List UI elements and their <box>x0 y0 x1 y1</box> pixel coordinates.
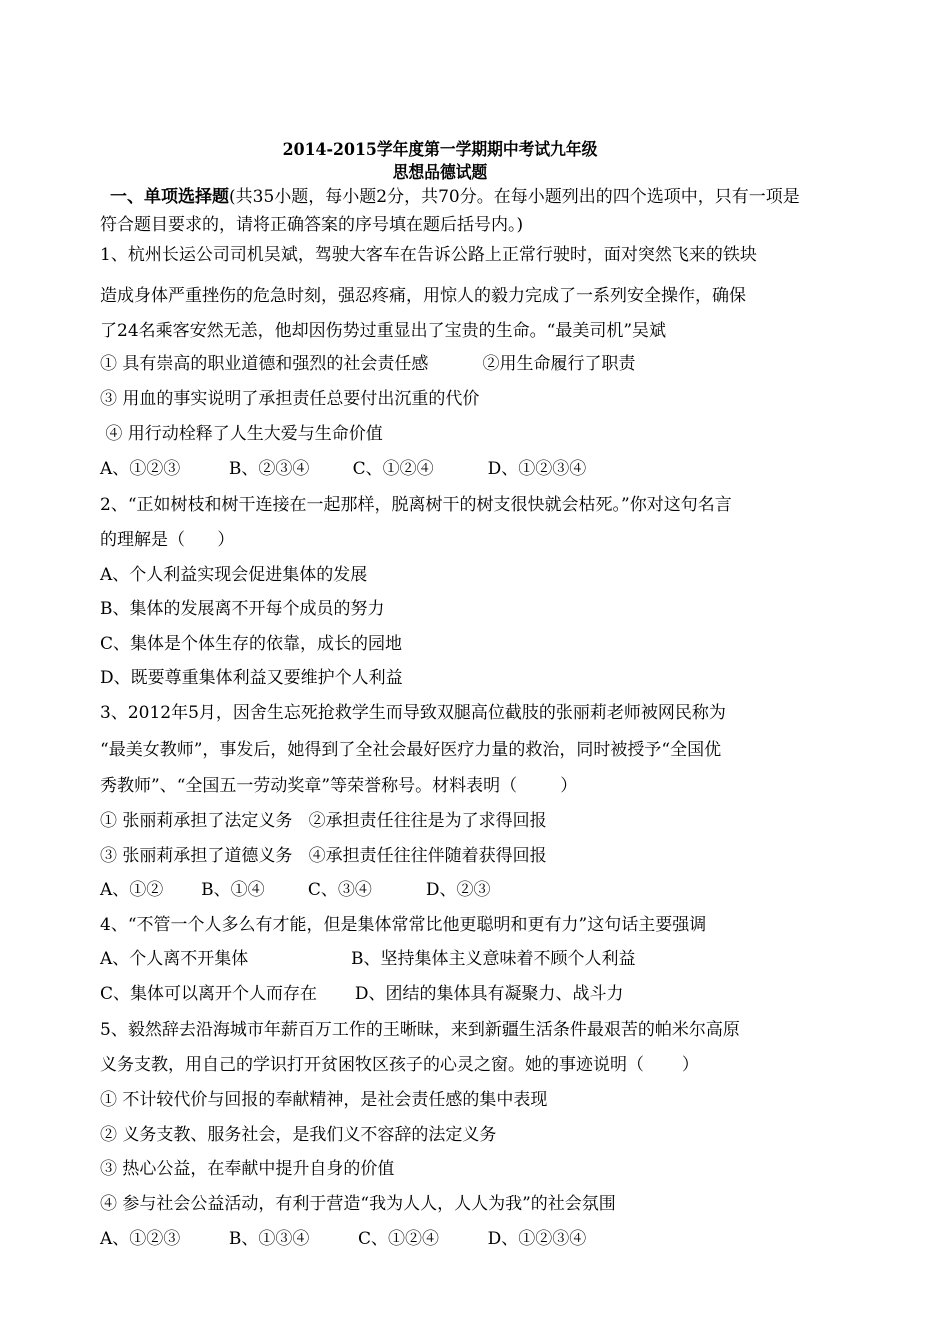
question-3-options: A、①② B、①④ C、③④ D、②③ <box>100 880 491 900</box>
question-1-statement-1: ① 具有崇高的职业道德和强烈的社会责任感 ②用生命履行了职责 <box>100 354 636 374</box>
question-5-line-2: 义务支教，用自己的学识打开贫困牧区孩子的心灵之窗。她的事迹说明（ ） <box>100 1055 699 1075</box>
question-5-statement-1: ① 不计较代价与回报的奉献精神，是社会责任感的集中表现 <box>100 1090 548 1110</box>
question-5-line-1: 5、毅然辞去沿海城市年薪百万工作的王晰昧，来到新疆生活条件最艰苦的帕米尔高原 <box>100 1020 740 1040</box>
question-1-statement-2: ③ 用血的事实说明了承担责任总要付出沉重的代价 <box>100 389 480 409</box>
question-4-line-1: 4、“不管一个人多么有才能，但是集体常常比他更聪明和更有力”这句话主要强调 <box>100 915 707 935</box>
question-3-line-1: 3、2012年5月，因舍生忘死抢救学生而导致双腿高位截肢的张丽莉老师被网民称为 <box>100 703 726 723</box>
question-2-option-a: A、个人利益实现会促进集体的发展 <box>100 565 368 585</box>
question-2-line-1: 2、“正如树枝和树干连接在一起那样，脱离树干的树支很快就会枯死。”你对这句名言 <box>100 495 732 515</box>
question-3-statement-1: ① 张丽莉承担了法定义务 ②承担责任往往是为了求得回报 <box>100 811 547 831</box>
exam-title: 2014-2015学年度第一学期期中考试九年级 <box>282 140 598 160</box>
question-3-statement-2: ③ 张丽莉承担了道德义务 ④承担责任往往伴随着获得回报 <box>100 846 547 866</box>
exam-subtitle: 思想品德试题 <box>392 163 488 183</box>
question-1-line-1: 1、杭州长运公司司机吴斌，驾驶大客车在告诉公路上正常行驶时，面对突然飞来的铁块 <box>100 245 757 265</box>
question-2-option-c: C、集体是个体生存的依靠，成长的园地 <box>100 634 403 654</box>
question-5-options: A、①②③ B、①③④ C、①②④ D、①②③④ <box>100 1229 587 1249</box>
question-5-statement-4: ④ 参与社会公益活动，有利于营造“我为人人，人人为我”的社会氛围 <box>100 1194 616 1214</box>
section-instructions-line2: 符合题目要求的，请将正确答案的序号填在题后括号内。) <box>100 215 524 235</box>
question-1-statement-3: ④ 用行动栓释了人生大爱与生命价值 <box>100 424 383 444</box>
section-instructions-text: (共35小题，每小题2分，共70分。在每小题列出的四个选项中，只有一项是 <box>229 187 800 207</box>
section-instructions-line1 <box>110 186 800 208</box>
question-3-line-3: 秀教师”、“全国五一劳动奖章”等荣誉称号。材料表明（ ） <box>100 776 578 796</box>
question-2-option-b: B、集体的发展离不开每个成员的努力 <box>100 599 385 619</box>
question-1-line-2: 造成身体严重挫伤的危急时刻，强忍疼痛，用惊人的毅力完成了一系列安全操作，确保 <box>100 286 746 306</box>
section-heading: 一、单项选择题 <box>110 187 229 207</box>
question-2-line-2: 的理解是（ ） <box>100 530 235 550</box>
question-5-statement-3: ③ 热心公益，在奉献中提升自身的价值 <box>100 1159 395 1179</box>
question-1-line-3: 了24名乘客安然无恙，他却因伤势过重显出了宝贵的生命。“最美司机”吴斌 <box>100 321 667 341</box>
question-2-option-d: D、既要尊重集体利益又要维护个人利益 <box>100 668 403 688</box>
question-1-options: A、①②③ B、②③④ C、①②④ D、①②③④ <box>100 459 587 479</box>
question-4-options-ab: A、个人离不开集体 B、坚持集体主义意味着不顾个人利益 <box>100 949 636 969</box>
question-4-options-cd: C、集体可以离开个人而存在 D、团结的集体具有凝聚力、战斗力 <box>100 984 624 1004</box>
question-3-line-2: “最美女教师”，事发后，她得到了全社会最好医疗力量的救治，同时被授予“全国优 <box>100 740 722 760</box>
question-5-statement-2: ② 义务支教、服务社会，是我们义不容辞的法定义务 <box>100 1125 497 1145</box>
